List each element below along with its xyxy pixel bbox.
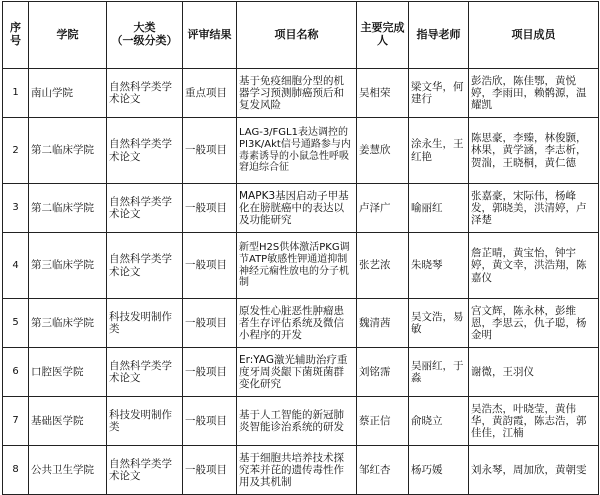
table-row <box>3 446 599 495</box>
cell-leader: 魏清茜 <box>357 299 409 348</box>
cell-seq: 2 <box>3 118 29 184</box>
cell-college: 第三临床学院 <box>29 233 107 299</box>
cell-result: 一般项目 <box>183 233 237 299</box>
header-college: 学院 <box>29 2 107 69</box>
cell-leader: 刘铭霈 <box>357 348 409 397</box>
cell-project: MAPK3基因启动子甲基化在膀胱癌中的表达以及功能研究 <box>237 184 357 233</box>
cell-leader: 蔡正信 <box>357 397 409 446</box>
cell-leader: 吴相荣 <box>357 69 409 118</box>
cell-members: 詹芷晴，黄宝怡，钟宇婷，黄文幸，洪浩翔，陈嘉仪 <box>469 233 599 299</box>
cell-category: 自然科学类学术论文 <box>107 69 183 118</box>
table-row <box>3 299 599 348</box>
cell-project: 基于人工智能的新冠肺炎智能诊治系统的研发 <box>237 397 357 446</box>
cell-members: 张嘉豪，宋际伟，杨峰发，郭晓美，洪清婷，卢泽楚 <box>469 184 599 233</box>
cell-category: 科技发明制作类 <box>107 397 183 446</box>
cell-result: 一般项目 <box>183 348 237 397</box>
cell-advisor: 吴文浩，易敏 <box>409 299 469 348</box>
cell-result: 一般项目 <box>183 299 237 348</box>
cell-project: 新型H2S供体激活PKG调节ATP敏感性钾通道抑制神经元痫性放电的分子机制 <box>237 233 357 299</box>
cell-result: 一般项目 <box>183 118 237 184</box>
cell-members: 彭浩欣，陈佳鄂，黄悦婷，李雨田，赖鹘源，温耀凯 <box>469 69 599 118</box>
cell-result: 重点项目 <box>183 69 237 118</box>
cell-project: 原发性心脏恶性肿瘤患者生存评估系统及微信小程序的开发 <box>237 299 357 348</box>
cell-members: 吴浩杰，叶晓莹，黄伟华，黄韵霞，陈志浩，郭佳佳，江楠 <box>469 397 599 446</box>
cell-category: 自然科学类学术论文 <box>107 446 183 495</box>
cell-college: 公共卫生学院 <box>29 446 107 495</box>
cell-leader: 邹红杏 <box>357 446 409 495</box>
cell-members: 陈思豪，李臻，林俊颢，林果，黄学涵，李志析，贺湍，王晓桐，黄仁德 <box>469 118 599 184</box>
cell-advisor: 朱晓琴 <box>409 233 469 299</box>
cell-seq: 8 <box>3 446 29 495</box>
cell-category: 自然科学类学术论文 <box>107 118 183 184</box>
cell-college: 第三临床学院 <box>29 299 107 348</box>
cell-project: 基于免疫细胞分型的机器学习预测肺癌预后和复发风险 <box>237 69 357 118</box>
header-leader: 主要完成人 <box>357 2 409 69</box>
project-results-table <box>2 1 599 495</box>
table-row <box>3 184 599 233</box>
cell-members: 谢微，王羽仪 <box>469 348 599 397</box>
header-category-main: 大类 <box>133 21 156 35</box>
cell-advisor: 吴丽红，于淼 <box>409 348 469 397</box>
table-row <box>3 397 599 446</box>
header-category <box>107 2 183 69</box>
cell-college: 南山学院 <box>29 69 107 118</box>
cell-advisor: 俞晓立 <box>409 397 469 446</box>
table-row <box>3 348 599 397</box>
cell-seq: 5 <box>3 299 29 348</box>
cell-leader: 姜慧欣 <box>357 118 409 184</box>
cell-category: 自然科学类学术论文 <box>107 233 183 299</box>
cell-college: 第二临床学院 <box>29 118 107 184</box>
cell-members: 刘永琴，周加欣，黄朝雯 <box>469 446 599 495</box>
cell-college: 基础医学院 <box>29 397 107 446</box>
cell-project: Er:YAG激光辅助治疗重度牙周炎龈下菌斑菌群变化研究 <box>237 348 357 397</box>
header-category-sub: （一级分类） <box>111 34 178 47</box>
cell-result: 一般项目 <box>183 446 237 495</box>
cell-seq: 1 <box>3 69 29 118</box>
cell-college: 口腔医学院 <box>29 348 107 397</box>
cell-advisor: 涂永生，王红艳 <box>409 118 469 184</box>
cell-seq: 7 <box>3 397 29 446</box>
cell-leader: 张艺浓 <box>357 233 409 299</box>
cell-advisor: 梁文华，何建行 <box>409 69 469 118</box>
header-project: 项目名称 <box>237 2 357 69</box>
cell-category: 科技发明制作类 <box>107 299 183 348</box>
cell-result: 一般项目 <box>183 397 237 446</box>
header-advisor: 指导老师 <box>409 2 469 69</box>
header-result: 评审结果 <box>183 2 237 69</box>
table-row <box>3 233 599 299</box>
table-header-row <box>3 2 599 69</box>
cell-members: 宫文辉，陈永林，彭维恩，李思云，仇子聪，杨金明 <box>469 299 599 348</box>
cell-project: LAG-3/FGL1表达调控的PI3K/Akt信号通路参与内毒素诱导的小鼠急性呼吸窘迫综合征 <box>237 118 357 184</box>
cell-advisor: 杨巧媛 <box>409 446 469 495</box>
cell-seq: 3 <box>3 184 29 233</box>
cell-project: 基于细胞共培养技术探究苯并芘的遗传毒性作用及其机制 <box>237 446 357 495</box>
table-row <box>3 118 599 184</box>
cell-college: 第二临床学院 <box>29 184 107 233</box>
cell-category: 自然科学类学术论文 <box>107 184 183 233</box>
header-seq: 序号 <box>3 2 29 69</box>
cell-leader: 卢泽广 <box>357 184 409 233</box>
cell-category: 自然科学类学术论文 <box>107 348 183 397</box>
cell-seq: 6 <box>3 348 29 397</box>
cell-seq: 4 <box>3 233 29 299</box>
cell-advisor: 喻丽红 <box>409 184 469 233</box>
header-members: 项目成员 <box>469 2 599 69</box>
cell-result: 一般项目 <box>183 184 237 233</box>
table-row <box>3 69 599 118</box>
